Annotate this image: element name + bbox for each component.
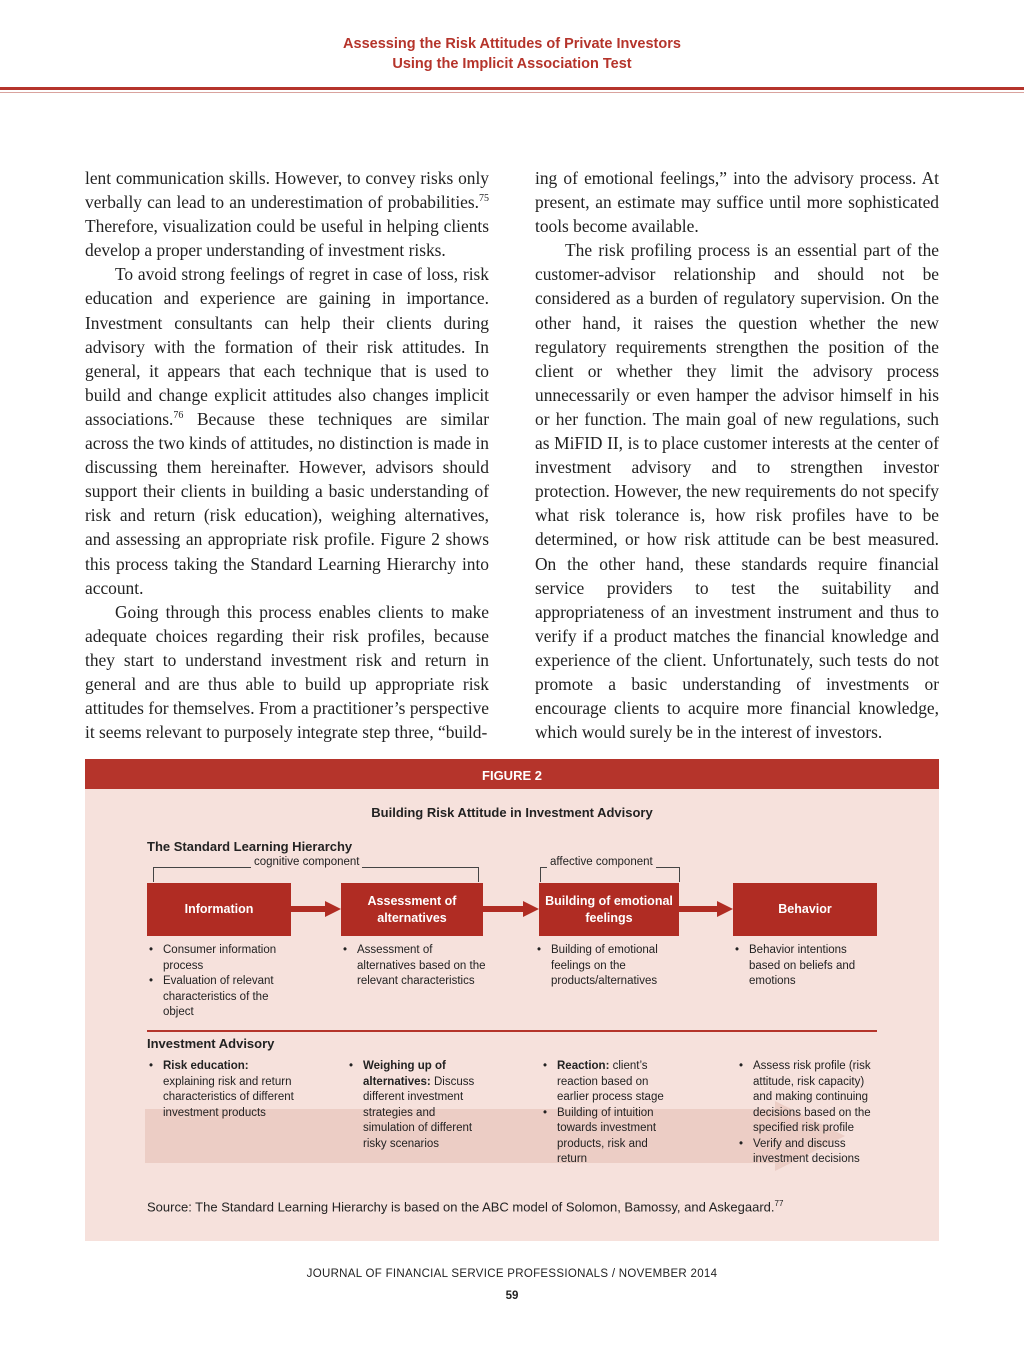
list-item: • Evaluation of relevant characteristics of the object [147, 974, 297, 1021]
advisory-assess-profile [737, 1059, 877, 1168]
hierarchy-title: The Standard Learning Hierarchy [147, 839, 353, 854]
assessment-box: Assessment of alternatives [341, 883, 483, 936]
advisory-reaction [541, 1059, 677, 1168]
paragraph: ing of emotional feelings,” into the advisory process. At present, an estimate may suffice until more sophisticated tools become available. [535, 168, 939, 237]
running-header [0, 34, 1024, 74]
paragraph: To avoid strong feelings of regret in case of loss, risk education and experience are gaining in importance. Investment consultants can help their clients during advisory with the formation of their risk attitudes. In general, it appears that each technique that is used to build and change explicit attitudes also changes implicit associations.$^{76}$ Because these techniques are similar across the two kinds of attitudes, no distinction is made in discussing them hereinafter. However, advisors should support their clients in building a basic understanding of risk and return (risk education), weighing alternatives, and assessing an appropriate risk profile. Figure 2 shows this process taking the Standard Learning Hierarchy into account. [85, 264, 489, 598]
flow-arrow-icon [291, 899, 341, 919]
header-rule-thin [0, 92, 1024, 93]
list-item: • Reaction: client’s reaction based on earlier process stage [541, 1059, 677, 1106]
header-line-1: Assessing the Risk Attitudes of Private Investors [343, 36, 681, 52]
figure-title: Building Risk Attitude in Investment Advisory [371, 805, 653, 820]
advisory-weighing [347, 1059, 477, 1152]
flow-arrow-icon [483, 899, 539, 919]
hierarchy-bullets-assessment [341, 943, 491, 990]
paragraph: Going through this process enables clients to make adequate choices regarding their risk profiles, because they start to understand investment risk and return in general and are thus able to build up appropriate risk attitudes for themselves. From a practitioner’s perspective it seems relevant to purposely integrate step three, “build- [85, 601, 489, 743]
affective-bracket [540, 867, 680, 882]
hierarchy-bullets-information [147, 943, 297, 1021]
section-divider [147, 1030, 877, 1032]
footnote-ref: 75 [479, 193, 489, 205]
header-rule [0, 87, 1024, 90]
cognitive-label: cognitive component [251, 856, 362, 868]
information-box: Information [147, 883, 291, 936]
advisory-title: Investment Advisory [147, 1036, 275, 1051]
footnote-ref: 76 [173, 410, 184, 422]
right-column [535, 166, 939, 744]
journal-footer: JOURNAL OF FINANCIAL SERVICE PROFESSIONALS / NOVEMBER 2014 [306, 1268, 718, 1280]
list-item: • Consumer information process [147, 943, 297, 974]
list-item: • Assessment of alternatives based on the relevant characteristics [341, 943, 491, 990]
list-item: • Assess risk profile (risk attitude, risk capacity) and making continuing decisions based on the specified risk profile [737, 1059, 877, 1137]
figure-source: Source: The Standard Learning Hierarchy is based on the ABC model of Solomon, Bamossy, and Askegaard.$^{77}$ [147, 1199, 784, 1215]
list-item: • Risk education: explaining risk and return characteristics of different investment products [147, 1059, 297, 1121]
hierarchy-bullets-behavior [733, 943, 873, 990]
left-column [85, 166, 489, 744]
list-item: • Behavior intentions based on beliefs and emotions [733, 943, 873, 990]
paragraph: lent communication skills. However, to convey risks only verbally can lead to an underestimation of probabilities.$^{75}$ Therefore, visualization could be useful in helping clients develop a proper understanding of investment risks. [85, 168, 489, 261]
page-number: 59 [505, 1290, 519, 1302]
list-item: • Verify and discuss investment decisions [737, 1137, 877, 1168]
list-item: • Weighing up of alternatives: Discuss different investment strategies and simulation of different risky scenarios [347, 1059, 477, 1152]
list-item: • Building of emotional feelings on the products/alternatives [535, 943, 685, 990]
flow-arrow-icon [679, 899, 733, 919]
header-line-2: Using the Implicit Association Test [392, 56, 632, 72]
figure-label: FIGURE 2 [85, 759, 939, 789]
advisory-risk-education [147, 1059, 297, 1121]
figure-2 [85, 759, 939, 1241]
footnote-ref: 77 [774, 1199, 784, 1208]
affective-label: affective component [547, 856, 656, 868]
emotional-feelings-box: Building of emotional feelings [539, 883, 679, 936]
behavior-box: Behavior [733, 883, 877, 936]
cognitive-bracket [153, 867, 479, 882]
hierarchy-bullets-emotional [535, 943, 685, 990]
list-item: • Building of intuition towards investment products, risk and return [541, 1106, 677, 1168]
paragraph: The risk profiling process is an essential part of the customer-advisor relationship and should not be considered as a burden of regulatory supervision. On the other hand, it raises the question whether the new regulatory requirements strengthen the position of the client or whether they limit the advisory process unnecessarily or even hamper the advisor himself in his or her function. The main goal of new regulations, such as MiFID II, is to place customer interests at the center of investment advisory and to strengthen investor protection. However, the new requirements do not specify what risk tolerance is, how risk profiles have to be determined, or how risk attitude can be best measured. On the other hand, these standards require financial service providers to test the suitability and appropriateness of an investment instrument and thus to verify if a product matches the financial knowledge and experience of the client. Unfortunately, such tests do not promote a basic understanding of investments or encourage clients to acquire more financial knowledge, which would surely be in the interest of investors. [535, 240, 939, 743]
